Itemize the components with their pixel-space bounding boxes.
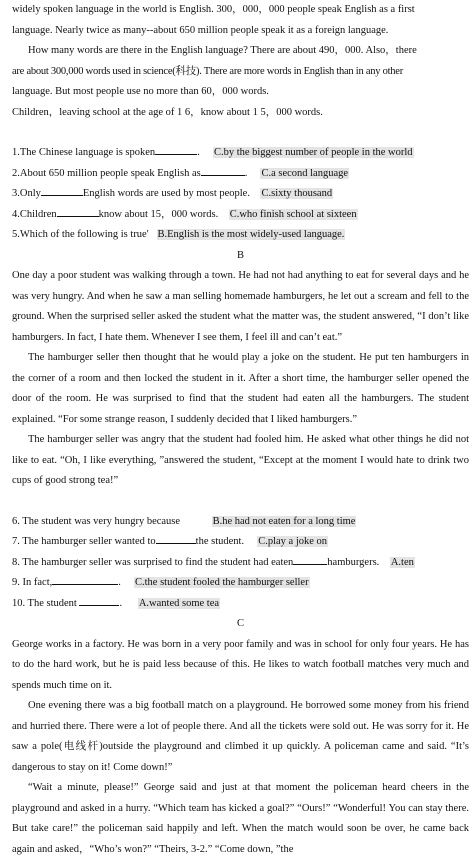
- questions-a: [12, 143, 469, 246]
- intro-line: Children，leaving school at the age of 1 6，know about 1 5，000 words.: [12, 103, 469, 124]
- paragraph: The hamburger seller was angry that the student had fooled him. He asked what other things he did not like to eat. “Oh, I like everything, ”answered the student, “Except at the moment I would hate to drink two cups of good strong tea!”: [12, 430, 469, 492]
- spacer: [12, 123, 469, 143]
- answer-text: C.play a joke on: [257, 536, 328, 547]
- answer-blank: [293, 554, 327, 565]
- intro-line: are about 300,000 words used in science(科技). There are more words in English than in any other: [12, 62, 469, 83]
- question-item: 2.About 650 million people speak English as . C.a second language: [12, 164, 469, 185]
- answer-text: C.a second language: [260, 168, 349, 179]
- answer-blank: [79, 595, 119, 606]
- answer-text: C.who finish school at sixteen: [229, 209, 358, 220]
- intro-line: How many words are there in the English language? There are about 490，000. Also，there: [12, 41, 469, 62]
- question-item: 6. The student was very hungry because B.he had not eaten for a long time: [12, 512, 469, 533]
- answer-text: C.by the biggest number of people in the world: [213, 147, 414, 158]
- questions-b: [12, 512, 469, 615]
- answer-text: B.English is the most widely-used language.: [157, 229, 346, 240]
- answer-blank: [41, 185, 83, 196]
- question-item: 9. In fact, . C.the student fooled the hamburger seller: [12, 573, 469, 594]
- question-item: 1.The Chinese language is spoken . C.by the biggest number of people in the world: [12, 143, 469, 164]
- paragraph: One evening there was a big football match on a playground. He borrowed some money from his friend and hurried there. There were a lot of people there. And all the tickets were sold out. He was sorry for it. He saw a pole(电线杆)outside the playground and climbed it up quickly. A policeman came and said. “It’s dangerous to stay on it! Come down!”: [12, 696, 469, 778]
- question-item: 4.Children know about 15，000 words. C.who finish school at sixteen: [12, 205, 469, 226]
- answer-blank: [52, 574, 118, 585]
- answer-text: C.sixty thousand: [260, 188, 333, 199]
- question-item: 5.Which of the following is true' B.English is the most widely-used language.: [12, 225, 469, 246]
- paragraph: George works in a factory. He was born in a very poor family and was in school for only four years. He has to do the hard work, but he is paid less because of this. He likes to watch football matches very much and spends much time on it.: [12, 635, 469, 697]
- question-item: 7. The hamburger seller wanted to the student. C.play a joke on: [12, 532, 469, 553]
- passage-c: [12, 635, 469, 860]
- passage-b: [12, 266, 469, 492]
- answer-blank: [155, 144, 197, 155]
- answer-blank: [156, 533, 196, 544]
- intro-line: language. But most people use no more than 60，000 words.: [12, 82, 469, 103]
- section-label: B: [12, 246, 469, 267]
- intro-line: language. Nearly twice as many--about 650 million people speak it as a foreign language.: [12, 21, 469, 42]
- spacer: [12, 492, 469, 512]
- answer-blank: [201, 165, 245, 176]
- paragraph: “Wait a minute, please!” George said and just at that moment the policeman heard cheers in the playground and asked in a hurry. “Which team has kicked a goal?” “Ours!” “Wonderful! You can stay there. But take care!” the policeman said happily and left. When the match would soon be over, he came back again and asked，“Who’s won?” “Theirs, 3-2.” “Come down, ”the: [12, 778, 469, 860]
- paragraph: The hamburger seller then thought that he would play a joke on the student. He put ten hamburgers in the corner of a room and then locked the student in it. After a short time, the hamburger seller opened the door of the room. He was surprised to find that the student had eaten all the hamburgers. The student explained. “For some strange reason, I suddenly decided that I liked hamburgers.”: [12, 348, 469, 430]
- paragraph: One day a poor student was walking through a town. He had not had anything to eat for several days and he was very hungry. And when he saw a man selling homemade hamburgers, he let out a scream and fell to the ground. When the surprised seller asked the student what the matter was, the student answered, “I don’t like hamburgers. In fact, I hate them. Whenever I see them, I feel ill and can’t eat.”: [12, 266, 469, 348]
- question-item: 10. The student . A.wanted some tea: [12, 594, 469, 615]
- intro-line: widely spoken language in the world is English. 300，000，000 people speak English as a first: [12, 0, 469, 21]
- answer-text: A.wanted some tea: [138, 598, 220, 609]
- question-item: 3.Only English words are used by most people. C.sixty thousand: [12, 184, 469, 205]
- intro-passage: [12, 0, 469, 123]
- answer-blank: [57, 206, 99, 217]
- answer-text: A.ten: [390, 557, 415, 568]
- answer-text: C.the student fooled the hamburger seller: [134, 577, 310, 588]
- answer-text: B.he had not eaten for a long time: [212, 516, 357, 527]
- question-item: 8. The hamburger seller was surprised to find the student had eaten hamburgers. A.ten: [12, 553, 469, 574]
- section-label: C: [12, 614, 469, 635]
